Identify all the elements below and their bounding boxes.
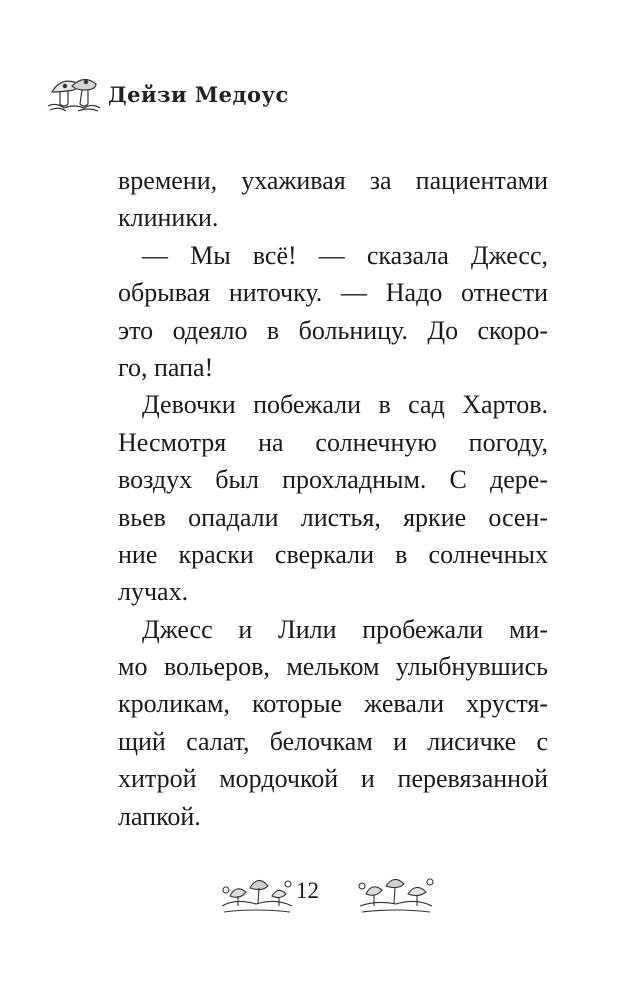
text-line: это одеяло в больницу. До скоро- xyxy=(118,315,548,345)
text-line: времени, ухаживая за пациентами xyxy=(118,166,548,195)
mushroom-sprites-icon xyxy=(44,68,102,114)
text-line: вьев опадали листья, яркие осен- xyxy=(118,502,548,532)
text-line: Несмотря на солнечную погоду, xyxy=(118,427,548,457)
text-line: ние краски сверкали в солнечных xyxy=(118,539,548,569)
page-number: 12 xyxy=(296,878,319,903)
text-line: мо вольеров, мельком улыбнувшись xyxy=(118,652,548,682)
text-line: лапкой. xyxy=(118,801,201,831)
author-name: Дейзи Медоус xyxy=(108,81,289,107)
text-line: Джесс и Лили пробежали ми- xyxy=(142,614,548,644)
text-line: кроликам, которые жевали хрустя- xyxy=(118,689,548,719)
text-line: клиники. xyxy=(118,203,219,233)
text-line: лучах. xyxy=(118,577,189,607)
text-line: Девочки побежали в сад Хартов. xyxy=(142,390,548,420)
mushroom-flowers-ornament-icon xyxy=(216,866,296,916)
text-line: го, папа! xyxy=(118,352,214,382)
text-line: воздух был прохладным. С дере- xyxy=(118,465,548,495)
text-line: хитрой мордочкой и перевязанной xyxy=(118,764,548,794)
running-header xyxy=(44,66,289,116)
mushroom-flowers-ornament-icon xyxy=(356,866,436,916)
page-body-text xyxy=(118,162,548,835)
text-line: обрывая ниточку. — Надо отнести xyxy=(118,278,548,308)
text-line: щий салат, белочкам и лисичке с xyxy=(118,726,548,756)
page-footer xyxy=(0,860,619,920)
text-line: — Мы всё! — сказала Джесс, xyxy=(142,240,548,270)
